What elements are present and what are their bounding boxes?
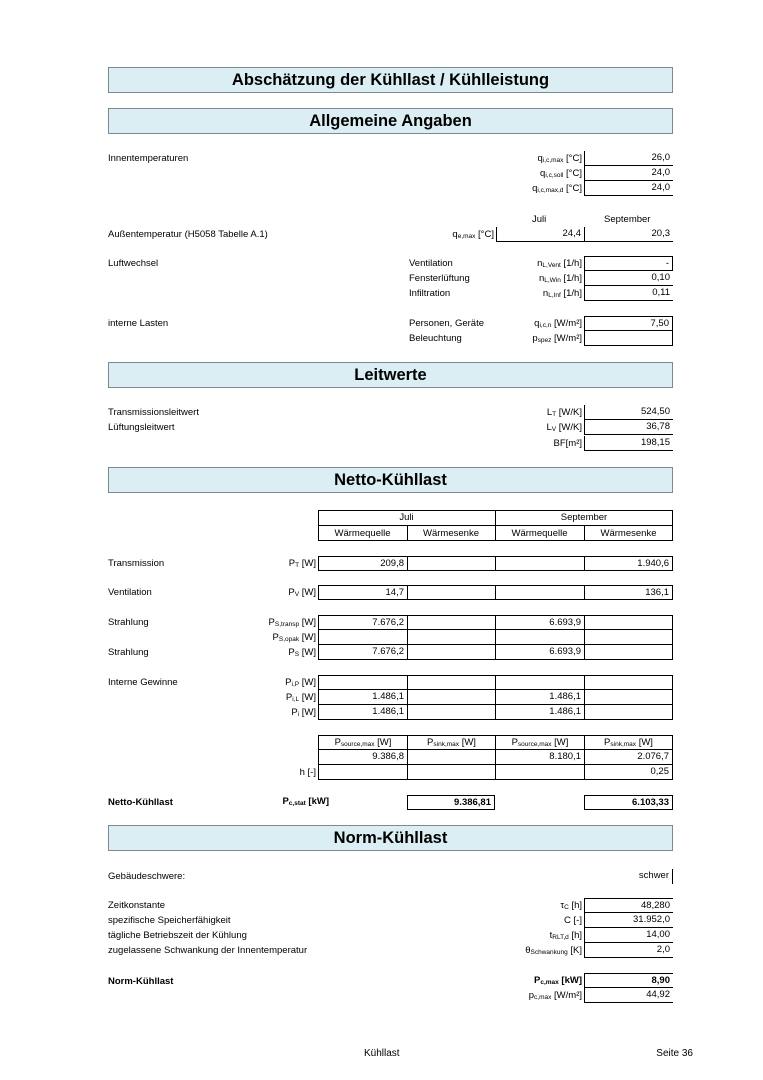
section-header-allgemeine-angaben: Allgemeine Angaben bbox=[108, 108, 673, 134]
netto-cell: 209,8 bbox=[318, 556, 407, 571]
q-icmax-symbol: $q_{i,c,max}$ [°C] bbox=[537, 153, 582, 164]
netto-cell bbox=[584, 645, 673, 660]
p-spez-symbol: $p_{spez}$ [W/m²] bbox=[532, 333, 582, 344]
norm-kuehllast-label: Norm-Kühllast bbox=[108, 976, 174, 987]
footer-title: Kühllast bbox=[364, 1048, 400, 1059]
col-waermesenke-juli: Wärmesenke bbox=[423, 528, 479, 539]
tau-c-value: 48,280 bbox=[584, 898, 673, 913]
q-icmax-value: 26,0 bbox=[584, 151, 673, 166]
col-waermesenke-september: Wärmesenke bbox=[600, 528, 657, 539]
netto-cell: 1.486,1 bbox=[495, 690, 584, 705]
bf-label: BF[m²] bbox=[553, 438, 582, 449]
month-juli: Juli bbox=[532, 214, 547, 225]
pil-symbol: $P_{i,L}$ [W] bbox=[285, 692, 316, 703]
col-waermequelle-juli: Wärmequelle bbox=[334, 528, 391, 539]
theta-schwankung-symbol: $\theta_{Schwankung}$ [K] bbox=[525, 945, 582, 956]
netto-cell bbox=[407, 585, 495, 600]
p-spez-value bbox=[584, 331, 673, 346]
pc-max-spez-value: 44,92 bbox=[584, 988, 673, 1003]
netto-row-label: Interne Gewinne bbox=[108, 677, 178, 688]
gebaeudeschwere-value: schwer bbox=[584, 869, 673, 884]
n-inf-symbol: $n_{L,Inf}$ [1/h] bbox=[542, 288, 582, 299]
psource-header: $P_{source,max}$ [W] bbox=[318, 735, 407, 750]
netto-cell bbox=[584, 615, 673, 630]
netto-month-september: September bbox=[560, 512, 608, 523]
netto-cell: 1.940,6 bbox=[584, 556, 673, 571]
aussentemp-label: Außentemperatur (H5058 Tabelle A.1) bbox=[108, 229, 268, 240]
netto-cell: 6.693,9 bbox=[495, 615, 584, 630]
lueftungsleitwert-label: Lüftungsleitwert bbox=[108, 422, 175, 433]
q-emax-september: 20,3 bbox=[584, 227, 673, 242]
zeitkonstante-label: Zeitkonstante bbox=[108, 900, 166, 911]
pc-stat-symbol: $P_{c,stat}$ [kW] bbox=[282, 796, 329, 807]
netto-cell bbox=[407, 690, 495, 705]
netto-cell bbox=[407, 556, 495, 571]
netto-cell bbox=[407, 675, 495, 690]
c-symbol: C [-] bbox=[564, 915, 582, 926]
netto-cell bbox=[584, 675, 673, 690]
netto-cell bbox=[407, 645, 495, 660]
pip-symbol: $P_{i,P}$ [W] bbox=[285, 677, 316, 688]
netto-cell: 14,7 bbox=[318, 585, 407, 600]
netto-cell: 136,1 bbox=[584, 585, 673, 600]
n-win-symbol: $n_{L,Win}$ [1/h] bbox=[538, 273, 582, 284]
h-value bbox=[407, 765, 495, 780]
section-header-netto-kuehllast: Netto-Kühllast bbox=[108, 467, 673, 493]
q-icmaxd-symbol: $q_{i,c,max,d}$ [°C] bbox=[532, 183, 582, 194]
lv-symbol: $L_V$ [W/K] bbox=[546, 422, 582, 433]
netto-cell bbox=[318, 630, 407, 645]
netto-result-juli: 9.386,81 bbox=[407, 795, 495, 810]
pv-symbol: $P_V$ [W] bbox=[288, 587, 316, 598]
netto-cell bbox=[495, 675, 584, 690]
netto-kuehllast-label: Netto-Kühllast bbox=[108, 797, 173, 808]
netto-row-label: Strahlung bbox=[108, 647, 149, 658]
netto-cell bbox=[495, 556, 584, 571]
netto-month-juli: Juli bbox=[399, 512, 414, 523]
fensterlueftung-label: Fensterlüftung bbox=[409, 273, 470, 284]
ventilation-label: Ventilation bbox=[409, 258, 453, 269]
theta-value: 2,0 bbox=[584, 943, 673, 958]
psink-header: $P_{sink,max}$ [W] bbox=[407, 735, 495, 750]
n-vent-value: - bbox=[584, 256, 673, 271]
netto-total bbox=[407, 750, 495, 765]
lv-value: 36,78 bbox=[584, 420, 673, 435]
netto-cell: 1.486,1 bbox=[318, 690, 407, 705]
netto-cell bbox=[495, 585, 584, 600]
schwankung-label: zugelassene Schwankung der Innentemperatur bbox=[108, 945, 308, 956]
ps-transp-symbol: $P_{S,transp}$ [W] bbox=[268, 617, 316, 628]
netto-cell: 7.676,2 bbox=[318, 615, 407, 630]
h-label: h [-] bbox=[299, 767, 316, 778]
netto-row-label: Transmission bbox=[108, 558, 165, 569]
section-header-leitwerte: Leitwerte bbox=[108, 362, 673, 388]
q-icmaxd-value: 24,0 bbox=[584, 181, 673, 196]
n-win-value: 0,10 bbox=[584, 271, 673, 286]
netto-cell bbox=[584, 630, 673, 645]
t-rlt-value: 14,00 bbox=[584, 928, 673, 943]
psource-header: $P_{source,max}$ [W] bbox=[495, 735, 584, 750]
bf-value: 198,15 bbox=[584, 436, 673, 451]
col-waermequelle-september: Wärmequelle bbox=[511, 528, 568, 539]
netto-total: 2.076,7 bbox=[584, 750, 673, 765]
luftwechsel-label: Luftwechsel bbox=[108, 258, 159, 269]
q-emax-symbol: $q_{e,max}$ [°C] bbox=[452, 229, 494, 240]
netto-cell bbox=[584, 705, 673, 720]
ps-symbol: $P_S$ [W] bbox=[288, 647, 316, 658]
netto-cell bbox=[407, 705, 495, 720]
psink-header: $P_{sink,max}$ [W] bbox=[584, 735, 673, 750]
infiltration-label: Infiltration bbox=[409, 288, 451, 299]
q-emax-juli: 24,4 bbox=[496, 227, 584, 242]
interne-lasten-label: interne Lasten bbox=[108, 318, 169, 329]
speicherfaehigkeit-label: spezifische Speicherfähigkeit bbox=[108, 915, 231, 926]
netto-total: 8.180,1 bbox=[495, 750, 584, 765]
h-value: 0,25 bbox=[584, 765, 673, 780]
pi-symbol: $P_i$ [W] bbox=[291, 707, 316, 718]
q-icn-value: 7,50 bbox=[584, 316, 673, 331]
netto-result-september: 6.103,33 bbox=[584, 795, 673, 810]
netto-row-label: Strahlung bbox=[108, 617, 149, 628]
section-header-norm-kuehllast: Norm-Kühllast bbox=[108, 825, 673, 851]
netto-row-label: Ventilation bbox=[108, 587, 152, 598]
betriebszeit-label: tägliche Betriebszeit der Kühlung bbox=[108, 930, 247, 941]
netto-cell: 1.486,1 bbox=[495, 705, 584, 720]
q-icsoll-symbol: $q_{i,c,soll}$ [°C] bbox=[540, 168, 582, 179]
netto-cell: 7.676,2 bbox=[318, 645, 407, 660]
q-icn-symbol: $q_{i,c,n}$ [W/m²] bbox=[534, 318, 582, 329]
n-inf-value: 0,11 bbox=[584, 286, 673, 301]
pt-symbol: $P_T$ [W] bbox=[288, 558, 316, 569]
transmissionsleitwert-label: Transmissionsleitwert bbox=[108, 407, 199, 418]
netto-cell: 1.486,1 bbox=[318, 705, 407, 720]
netto-cell bbox=[407, 630, 495, 645]
page-number: Seite 36 bbox=[656, 1048, 693, 1059]
pc-max-value: 8,90 bbox=[584, 973, 673, 988]
netto-cell: 6.693,9 bbox=[495, 645, 584, 660]
tau-c-symbol: $\tau_C$ [h] bbox=[560, 900, 582, 911]
innentemp-label: Innentemperaturen bbox=[108, 153, 189, 164]
ps-opak-symbol: $P_{S,opak}$ [W] bbox=[272, 632, 316, 643]
lt-symbol: $L_T$ [W/K] bbox=[546, 407, 582, 418]
netto-cell bbox=[407, 615, 495, 630]
netto-total: 9.386,8 bbox=[318, 750, 407, 765]
pc-max-symbol: $P_{c,max}$ [kW] bbox=[534, 975, 582, 986]
beleuchtung-label: Beleuchtung bbox=[409, 333, 462, 344]
t-rlt-symbol: $t_{RLT,d}$ [h] bbox=[549, 930, 582, 941]
pc-max-spez-symbol: $p_{c,max}$ [W/m²] bbox=[528, 990, 582, 1001]
gebaeudeschwere-label: Gebäudeschwere: bbox=[108, 871, 186, 882]
personen-label: Personen, Geräte bbox=[409, 318, 484, 329]
netto-cell bbox=[584, 690, 673, 705]
q-icsoll-value: 24,0 bbox=[584, 166, 673, 181]
document-title: Abschätzung der Kühllast / Kühlleistung bbox=[108, 67, 673, 93]
netto-cell bbox=[318, 675, 407, 690]
h-value bbox=[495, 765, 584, 780]
c-value: 31.952,0 bbox=[584, 913, 673, 928]
h-value bbox=[318, 765, 407, 780]
month-september: September bbox=[604, 214, 651, 225]
n-vent-symbol: $n_{L,Vent}$ [1/h] bbox=[537, 258, 582, 269]
lt-value: 524,50 bbox=[584, 405, 673, 420]
netto-cell bbox=[495, 630, 584, 645]
